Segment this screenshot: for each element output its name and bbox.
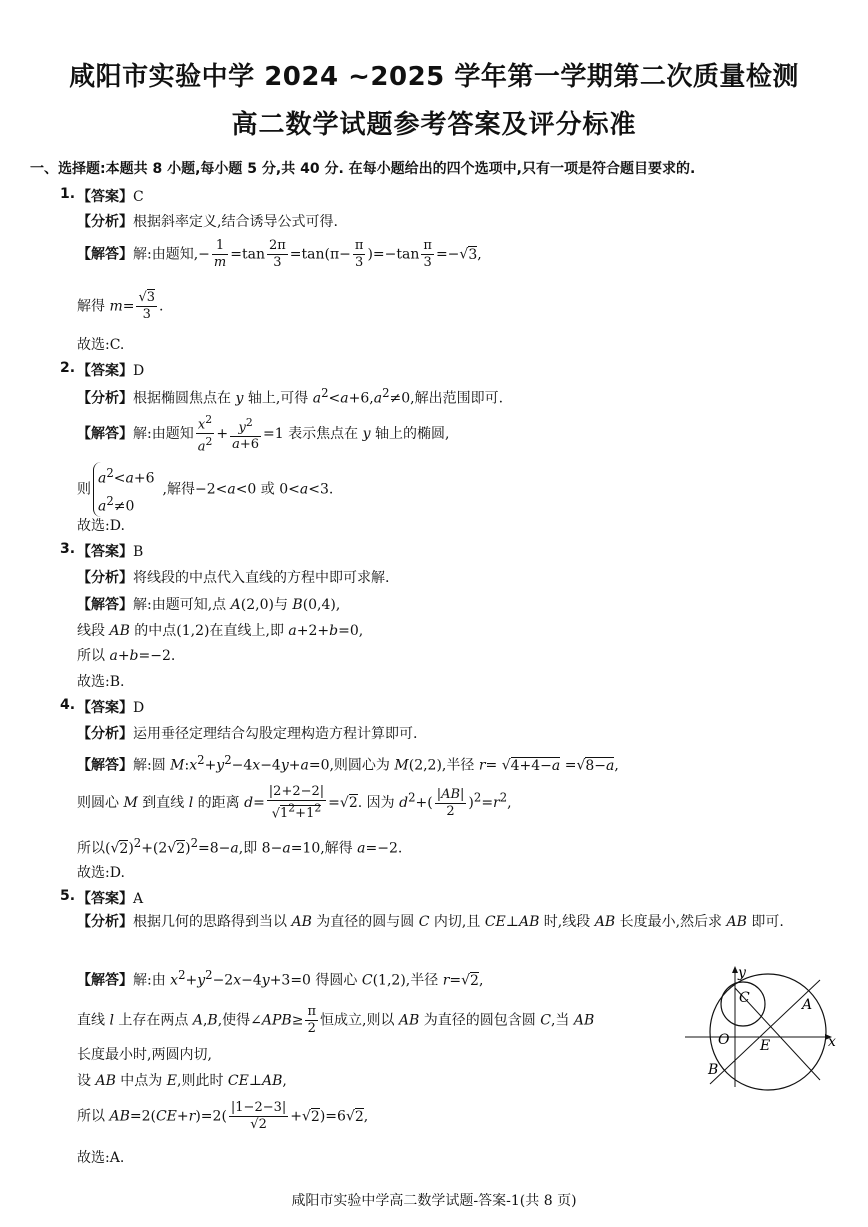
circle-diagram — [680, 962, 845, 1092]
label-c: C — [739, 990, 750, 1006]
question-2-choice: 故选:D. — [77, 518, 125, 534]
page-subtitle: 高二数学试题参考答案及评分标准 — [231, 110, 637, 140]
question-1-result: 解得 m= $\frac{√3}{3}$ . — [77, 290, 164, 322]
question-1-number: 1. — [60, 186, 76, 202]
question-2-analysis: 【分析】根据椭圆焦点在 y 轴上,可得 $a^2<a+6,a^2\ne 0$,解出范围即可. — [77, 386, 504, 407]
question-5-choice: 故选:A. — [77, 1150, 125, 1166]
question-1-solution-line: 【解答】解:由题知,− $\frac{1}{m}$ =tan $\frac{2\pi}{3}$ =tan(π− $\frac{\pi}{3}$ )=−tan $\frac{\pi}{3}$ =−√3, — [77, 238, 482, 270]
section-heading: 一、选择题:本题共 8 小题,每小题 5 分,共 40 分. 在每小题给出的四个选项中,只有一项是符合题目要求的. — [30, 161, 696, 177]
question-5-midpoint: 设 AB 中点为 E,则此时 CE⊥AB, — [77, 1073, 287, 1089]
question-2-answer: 【答案】D — [77, 363, 145, 379]
question-1-analysis: 【分析】根据斜率定义,结合诱导公式可得. — [77, 214, 338, 230]
question-3-choice: 故选:B. — [77, 674, 125, 690]
answer-tag: 【答案】 — [77, 189, 133, 205]
question-3-answer: 【答案】B — [77, 544, 144, 560]
question-2-system: 则$a^2<a+6$ $a^2\ne 0$,解得−2<a<0 或 0<a<3. — [77, 462, 333, 517]
question-5-condition: 直线 l 上存在两点 A,B,使得∠APB≥ $\frac{\pi}{2}$ 恒成立,则以 AB 为直径的圆包含圆 C,当 AB — [77, 1004, 595, 1036]
question-4-solution-line: 【解答】解:圆 $M:x^2+y^2-4x-4y+a=0$,则圆心为 M(2,2),半径 r= √4+4−a =√8−a, — [77, 753, 619, 774]
label-b: B — [708, 1062, 719, 1078]
label-a: A — [802, 997, 813, 1013]
question-3-number: 3. — [60, 541, 76, 557]
question-1-choice: 故选:C. — [77, 337, 125, 353]
question-4-result: 所以$(√2)^2+(2√2)^2=8-a$,即 8−a=10,解得 a=−2. — [77, 836, 403, 857]
answer-value: C — [133, 189, 144, 205]
question-1-answer — [77, 186, 144, 206]
question-4-distance: 则圆心 M 到直线 l 的距离 d= $\frac{|2+2-2|}{√1^2+1^2}$ =√2. 因为 $d^2+$( $\frac{|AB|}{2}$ )$^2=r^2$, — [77, 784, 512, 822]
question-2-number: 2. — [60, 360, 76, 376]
question-5-tangent: 长度最小时,两圆内切, — [77, 1047, 212, 1063]
question-5-answer: 【答案】A — [77, 891, 144, 907]
label-x: x — [828, 1034, 836, 1050]
question-5-solution-line: 【解答】解:由 $x^2+y^2-2x-4y+3=0$ 得圆心 C(1,2),半径 r=√2, — [77, 968, 484, 989]
question-3-solution-line: 【解答】解:由题可知,点 A(2,0)与 B(0,4), — [77, 597, 341, 613]
question-4-number: 4. — [60, 697, 76, 713]
question-5-analysis: 【分析】根据几何的思路得到当以 AB 为直径的圆与圆 C 内切,且 CE⊥AB 时,线段 AB 长度最小,然后求 AB 即可. — [77, 914, 784, 930]
question-4-analysis: 【分析】运用垂径定理结合勾股定理构造方程计算即可. — [77, 726, 418, 742]
page-footer: 咸阳市实验中学高二数学试题-答案-1(共 8 页) — [291, 1193, 577, 1209]
page-title: 咸阳市实验中学 2024 ~2025 学年第一学期第二次质量检测 — [69, 62, 799, 92]
question-4-choice: 故选:D. — [77, 865, 125, 881]
label-y: y — [738, 965, 746, 981]
question-2-solution-line: 【解答】解:由题知 $\frac{x^2}{a^2}$ + $\frac{y^2}{a+6}$ =1 表示焦点在 y 轴上的椭圆, — [77, 413, 450, 455]
question-3-midpoint: 线段 AB 的中点(1,2)在直线上,即 a+2+b=0, — [77, 623, 364, 639]
question-4-answer: 【答案】D — [77, 700, 145, 716]
question-5-result: 所以 AB=2(CE+r)=2( $\frac{|1-2-3|}{√2}$ +√2)=6√2, — [77, 1100, 369, 1132]
label-e: E — [760, 1038, 771, 1054]
label-o: O — [718, 1032, 730, 1048]
question-5-number: 5. — [60, 888, 76, 904]
question-3-result: 所以 a+b=−2. — [77, 648, 176, 664]
question-3-analysis: 【分析】将线段的中点代入直线的方程中即可求解. — [77, 570, 390, 586]
